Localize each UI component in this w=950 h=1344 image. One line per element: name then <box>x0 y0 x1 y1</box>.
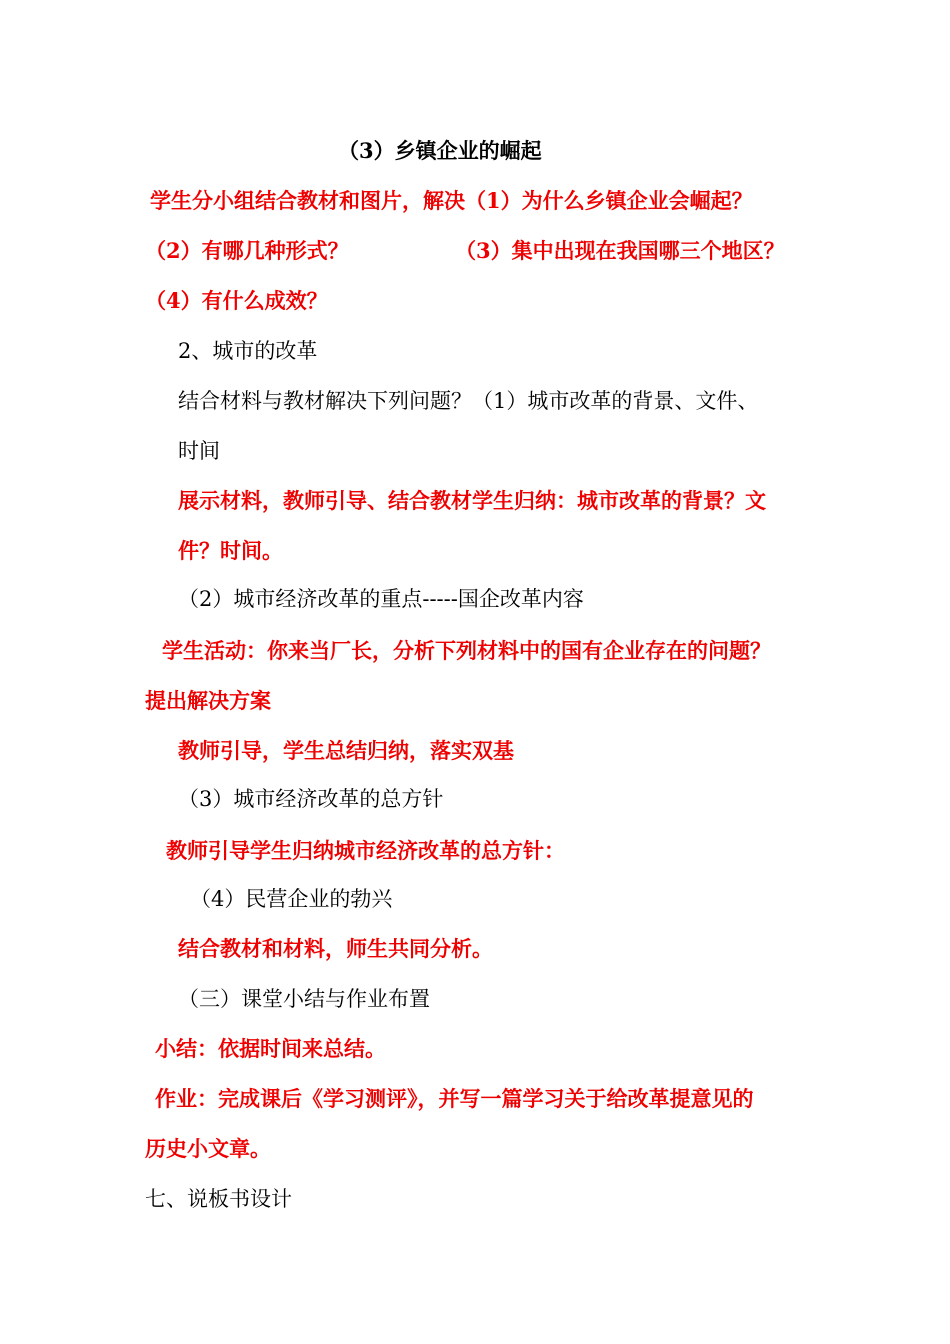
teacher-guide-summary: 教师引导，学生总结归纳，落实双基 <box>178 738 514 763</box>
student-activity-cont: 提出解决方案 <box>145 688 271 713</box>
question-forms: （2）有哪几种形式？ <box>145 238 349 263</box>
question-results: （4）有什么成效？ <box>145 288 328 313</box>
heading-board-design: 七、说板书设计 <box>145 1187 292 1211</box>
heading-private-enterprises: （4）民营企业的勃兴 <box>190 887 393 911</box>
summary-text: 小结：依据时间来总结。 <box>155 1036 386 1061</box>
urban-reform-questions: 结合材料与教材解决下列问题？（1）城市改革的背景、文件、 <box>178 389 759 413</box>
heading-township-enterprises: （3）乡镇企业的崛起 <box>338 138 542 163</box>
student-group-task: 学生分小组结合教材和图片，解决（1）为什么乡镇企业会崛起？ <box>150 188 753 213</box>
heading-summary-homework: （三）课堂小结与作业布置 <box>178 987 430 1011</box>
student-activity: 学生活动：你来当厂长，分析下列材料中的国有企业存在的问题？ <box>162 638 771 663</box>
teacher-guide-materials-cont: 件？时间。 <box>178 538 283 563</box>
heading-general-policy: （3）城市经济改革的总方针 <box>178 787 444 811</box>
homework-text-cont: 历史小文章。 <box>145 1136 271 1161</box>
teacher-guide-materials: 展示材料，教师引导、结合教材学生归纳：城市改革的背景？文 <box>178 488 766 513</box>
heading-urban-reform: 2、城市的改革 <box>178 339 318 363</box>
heading-urban-focus: （2）城市经济改革的重点-----国企改革内容 <box>178 587 584 611</box>
teacher-guide-policy: 教师引导学生归纳城市经济改革的总方针： <box>166 838 565 863</box>
homework-text: 作业：完成课后《学习测评》，并写一篇学习关于给改革提意见的 <box>155 1086 754 1111</box>
question-regions: （3）集中出现在我国哪三个地区？ <box>455 238 785 263</box>
joint-analysis: 结合教材和材料，师生共同分析。 <box>178 936 493 961</box>
urban-reform-questions-cont: 时间 <box>178 439 220 463</box>
